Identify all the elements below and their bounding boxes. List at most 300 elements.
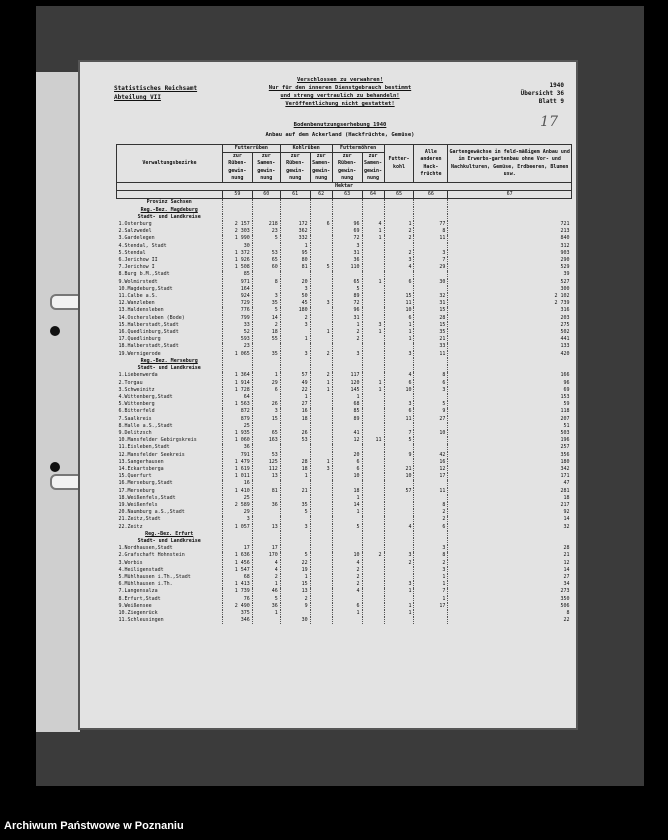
value-cell: 8	[414, 552, 448, 559]
value-cell: 8	[252, 279, 280, 286]
value-cell	[362, 243, 384, 250]
value-cell: 26	[280, 430, 310, 437]
value-cell	[362, 545, 384, 552]
value-cell	[310, 516, 332, 523]
value-cell: 6	[414, 380, 448, 387]
empty-cell	[332, 199, 362, 207]
district-name: 2.Torgau	[118, 379, 143, 386]
value-cell	[414, 480, 448, 487]
district-name: 4.Stendal, Stadt	[118, 242, 167, 249]
value-cell: 2	[332, 329, 362, 336]
value-cell	[362, 444, 384, 451]
empty-cell	[280, 207, 310, 214]
value-cell: 14	[252, 315, 280, 322]
district-name: 5.Wittenberg	[118, 401, 155, 408]
value-cell: 5	[252, 307, 280, 314]
section-row	[117, 538, 572, 545]
empty-cell	[362, 358, 384, 365]
value-cell: 529	[448, 264, 572, 271]
sub-header: zur Rüben-gewin-nung	[332, 153, 362, 183]
value-cell: 362	[280, 228, 310, 235]
table-row	[117, 509, 572, 516]
column-number: 59	[222, 191, 252, 199]
value-cell: 196	[448, 437, 572, 444]
value-cell	[362, 300, 384, 307]
value-cell	[384, 574, 414, 581]
value-cell: 59	[448, 401, 572, 408]
value-cell: 2	[332, 336, 362, 343]
value-cell	[310, 293, 332, 300]
value-cell: 1 456	[222, 560, 252, 567]
value-cell: 1 479	[222, 459, 252, 466]
value-cell: 55	[252, 336, 280, 343]
empty-cell	[384, 358, 414, 365]
value-cell	[362, 596, 384, 603]
value-cell: 721	[448, 221, 572, 228]
value-cell	[384, 286, 414, 293]
district-name: 16.Quedlinburg,Stadt	[118, 329, 179, 336]
empty-cell	[448, 214, 572, 221]
value-cell: 375	[222, 610, 252, 617]
value-cell: 2	[332, 567, 362, 574]
value-cell: 68	[332, 401, 362, 408]
value-cell: 57	[280, 372, 310, 379]
value-cell	[310, 322, 332, 329]
table-row	[117, 257, 572, 264]
table-row	[117, 315, 572, 322]
district-name: 13.Haldensleben	[118, 307, 164, 314]
value-cell	[332, 444, 362, 451]
value-cell	[362, 509, 384, 516]
district-name: 10.Magdeburg,Stadt	[118, 285, 173, 292]
value-cell	[310, 401, 332, 408]
value-cell: 3	[222, 516, 252, 523]
value-cell	[384, 271, 414, 278]
table-row	[117, 279, 572, 286]
value-cell: 17	[222, 545, 252, 552]
value-cell	[310, 343, 332, 350]
value-cell: 2 102	[448, 293, 572, 300]
value-cell	[252, 617, 280, 624]
value-cell: 53	[252, 250, 280, 257]
value-cell	[362, 495, 384, 502]
value-cell	[280, 495, 310, 502]
value-cell	[310, 271, 332, 278]
district-name: 8.Erfurt,Stadt	[118, 595, 161, 602]
value-cell: 2 739	[448, 300, 572, 307]
value-cell	[414, 444, 448, 451]
value-cell: 80	[280, 257, 310, 264]
empty-cell	[280, 365, 310, 372]
district-name: 20.Naumburg a.S.,Stadt	[118, 509, 185, 516]
district-name: 10.Ziegenrück	[118, 610, 158, 616]
value-cell	[252, 243, 280, 250]
table-row	[117, 480, 572, 487]
notice-line: Verschlossen zu verwahren!	[296, 77, 384, 83]
value-cell: 1	[384, 322, 414, 329]
table-row	[117, 560, 572, 567]
value-cell	[414, 423, 448, 430]
value-cell	[362, 343, 384, 350]
value-cell: 170	[252, 552, 280, 559]
value-cell: 19	[280, 567, 310, 574]
sheet-reference	[521, 82, 564, 106]
district-name: 18.Weißenfels,Stadt	[118, 494, 176, 501]
value-cell	[362, 408, 384, 415]
sub-header: zur Samen-gewin-nung	[364, 153, 383, 181]
value-cell	[280, 545, 310, 552]
value-cell	[414, 286, 448, 293]
value-cell: 5	[414, 401, 448, 408]
table-row	[117, 617, 572, 624]
section-row	[117, 358, 572, 365]
district-name: 9.Delitzsch	[118, 429, 152, 436]
value-cell	[384, 444, 414, 451]
value-cell: 2 490	[222, 603, 252, 610]
value-cell	[310, 423, 332, 430]
value-cell: 15	[384, 293, 414, 300]
empty-cell	[280, 358, 310, 365]
value-cell: 18	[332, 488, 362, 495]
value-cell: 1	[310, 329, 332, 336]
table-row	[117, 271, 572, 278]
district-name: 17.Merseburg	[118, 487, 155, 494]
table-row	[117, 221, 572, 228]
district-name: 7.Langensalza	[118, 588, 158, 595]
section-row	[117, 365, 572, 372]
value-cell	[310, 286, 332, 293]
value-cell: 1	[280, 473, 310, 480]
value-cell: 17	[252, 545, 280, 552]
value-cell: 6	[252, 387, 280, 394]
value-cell: 32	[448, 524, 572, 531]
value-cell	[310, 444, 332, 451]
value-cell: 49	[280, 380, 310, 387]
value-cell	[362, 401, 384, 408]
value-cell: 1 060	[222, 437, 252, 444]
empty-cell	[362, 531, 384, 538]
value-cell	[280, 343, 310, 350]
value-cell: 2	[384, 250, 414, 257]
table-row	[117, 387, 572, 394]
empty-cell	[222, 214, 252, 221]
value-cell: 51	[448, 423, 572, 430]
value-cell: 213	[448, 228, 572, 235]
section-row	[117, 531, 572, 538]
empty-cell	[310, 531, 332, 538]
value-cell: 21	[448, 552, 572, 559]
value-cell: 346	[222, 617, 252, 624]
value-cell: 20	[332, 452, 362, 459]
value-cell	[310, 502, 332, 509]
value-cell: 1 057	[222, 524, 252, 531]
value-cell	[384, 567, 414, 574]
value-cell	[252, 516, 280, 523]
survey-title: Bodenbenutzungserhebung 1940	[293, 122, 387, 128]
value-cell: 53	[280, 437, 310, 444]
district-name: 9.Weißensee	[118, 602, 152, 609]
value-cell	[384, 509, 414, 516]
value-cell: 6	[384, 315, 414, 322]
value-cell: 1	[332, 610, 362, 617]
value-cell: 10	[414, 430, 448, 437]
value-cell: 10	[332, 473, 362, 480]
value-cell: 1	[310, 387, 332, 394]
value-cell	[362, 307, 384, 314]
empty-cell	[280, 214, 310, 221]
value-cell: 5	[384, 437, 414, 444]
value-cell: 42	[414, 452, 448, 459]
value-cell	[310, 279, 332, 286]
value-cell: 3	[384, 552, 414, 559]
value-cell: 1	[362, 387, 384, 394]
empty-cell	[384, 199, 414, 207]
value-cell: 3	[332, 243, 362, 250]
value-cell: 30	[414, 279, 448, 286]
value-cell: 21	[280, 488, 310, 495]
value-cell	[362, 617, 384, 624]
value-cell: 312	[448, 243, 572, 250]
value-cell: 85	[332, 408, 362, 415]
value-cell	[362, 351, 384, 358]
value-cell: 332	[280, 235, 310, 242]
value-cell: 125	[252, 459, 280, 466]
value-cell: 840	[448, 235, 572, 242]
value-cell	[384, 516, 414, 523]
value-cell: 350	[448, 596, 572, 603]
value-cell: 1 410	[222, 488, 252, 495]
value-cell: 45	[280, 300, 310, 307]
value-cell: 3	[280, 524, 310, 531]
value-cell: 9	[414, 408, 448, 415]
value-cell: 27	[280, 401, 310, 408]
value-cell: 3	[414, 387, 448, 394]
value-cell	[362, 459, 384, 466]
value-cell: 25	[222, 423, 252, 430]
value-cell: 502	[448, 329, 572, 336]
table-row	[117, 264, 572, 271]
empty-cell	[384, 531, 414, 538]
table-row	[117, 343, 572, 350]
value-cell	[252, 480, 280, 487]
office-name: Statistisches Reichsamt	[114, 85, 198, 92]
value-cell: 791	[222, 452, 252, 459]
value-cell: 6	[332, 603, 362, 610]
value-cell	[310, 509, 332, 516]
other-root-crops-header: Alle anderen Hack-früchte	[414, 145, 448, 183]
value-cell	[310, 603, 332, 610]
value-cell	[310, 416, 332, 423]
district-name: 14.Eckartsberga	[118, 465, 164, 472]
table-row	[117, 437, 572, 444]
value-cell: 4	[384, 372, 414, 379]
value-cell	[310, 588, 332, 595]
sub-header: zur Rüben-gewin-nung	[222, 153, 252, 183]
value-cell	[362, 603, 384, 610]
notice-line: und streng vertraulich zu behandeln!	[280, 93, 400, 99]
table-row	[117, 423, 572, 430]
value-cell: 1	[332, 394, 362, 401]
value-cell: 1	[384, 610, 414, 617]
value-cell: 1	[280, 574, 310, 581]
value-cell: 2 157	[222, 221, 252, 228]
sub-header: zur Samen-gewin-nung	[312, 153, 331, 181]
confidentiality-notice	[230, 76, 450, 108]
value-cell: 16	[280, 408, 310, 415]
value-cell: 50	[280, 293, 310, 300]
empty-cell	[448, 358, 572, 365]
value-cell	[280, 610, 310, 617]
value-cell: 17	[414, 473, 448, 480]
empty-cell	[384, 207, 414, 214]
value-cell	[310, 243, 332, 250]
value-cell	[252, 509, 280, 516]
section-label: Stadt- und Landkreise	[137, 537, 201, 544]
handwritten-mark: 17	[540, 114, 558, 130]
empty-cell	[384, 214, 414, 221]
value-cell: 3	[384, 401, 414, 408]
value-cell: 23	[222, 343, 252, 350]
value-cell: 6	[384, 279, 414, 286]
value-cell	[362, 560, 384, 567]
value-cell: 28	[280, 459, 310, 466]
value-cell: 18	[280, 416, 310, 423]
value-cell: 10	[384, 473, 414, 480]
value-cell	[384, 502, 414, 509]
value-cell: 1	[362, 329, 384, 336]
value-cell: 21	[414, 336, 448, 343]
value-cell	[310, 545, 332, 552]
punch-hole	[50, 462, 60, 472]
value-cell: 729	[222, 300, 252, 307]
value-cell: 872	[222, 408, 252, 415]
value-cell	[362, 271, 384, 278]
value-cell: 1	[252, 581, 280, 588]
value-cell: 25	[222, 495, 252, 502]
value-cell: 1	[310, 459, 332, 466]
value-cell	[362, 416, 384, 423]
value-cell: 180	[448, 459, 572, 466]
value-cell: 31	[414, 300, 448, 307]
value-cell: 3	[252, 293, 280, 300]
section-label: Reg.-Bez. Magdeburg	[140, 206, 198, 213]
district-name: 15.Halberstadt,Stadt	[118, 321, 179, 328]
value-cell: 46	[252, 588, 280, 595]
value-cell: 1 364	[222, 372, 252, 379]
value-cell	[310, 250, 332, 257]
value-cell: 2	[384, 560, 414, 567]
value-cell	[414, 394, 448, 401]
value-cell: 89	[332, 416, 362, 423]
empty-cell	[332, 207, 362, 214]
value-cell: 506	[448, 603, 572, 610]
empty-cell	[252, 531, 280, 538]
value-cell: 31	[332, 250, 362, 257]
value-cell: 89	[332, 293, 362, 300]
value-cell: 53	[252, 452, 280, 459]
empty-cell	[222, 358, 252, 365]
value-cell	[362, 473, 384, 480]
sheet-number: Blatt 9	[538, 98, 564, 105]
table-row	[117, 250, 572, 257]
value-cell: 3	[384, 257, 414, 264]
value-cell: 145	[332, 387, 362, 394]
value-cell: 1	[332, 322, 362, 329]
value-cell: 8	[414, 228, 448, 235]
value-cell: 35	[252, 351, 280, 358]
empty-cell	[384, 365, 414, 372]
district-name: 10.Mansfelder Gebirgskreis	[118, 437, 197, 444]
empty-cell	[414, 538, 448, 545]
empty-cell	[310, 214, 332, 221]
column-number	[117, 191, 223, 199]
value-cell: 96	[448, 380, 572, 387]
value-cell: 18	[280, 466, 310, 473]
value-cell: 1	[414, 596, 448, 603]
district-name: 19.Wernigerode	[118, 350, 161, 357]
notice-line: Nur für den inneren Dienstgebrauch bestimmt	[268, 85, 412, 91]
value-cell	[332, 545, 362, 552]
value-cell: 69	[448, 387, 572, 394]
value-cell: 72	[332, 235, 362, 242]
value-cell: 10	[332, 552, 362, 559]
value-cell	[362, 257, 384, 264]
value-cell: 72	[332, 300, 362, 307]
empty-cell	[310, 207, 332, 214]
value-cell: 527	[448, 279, 572, 286]
value-cell: 7	[384, 430, 414, 437]
district-name: 6.Bitterfeld	[118, 408, 155, 415]
value-cell: 441	[448, 336, 572, 343]
value-cell: 20	[280, 279, 310, 286]
empty-cell	[384, 538, 414, 545]
value-cell: 1	[384, 221, 414, 228]
empty-cell	[332, 531, 362, 538]
value-cell: 14	[448, 567, 572, 574]
value-cell: 92	[448, 509, 572, 516]
district-name: 12.Wanzleben	[118, 300, 155, 307]
table-row	[117, 516, 572, 523]
value-cell	[414, 617, 448, 624]
value-cell: 2	[414, 509, 448, 516]
value-cell: 342	[448, 466, 572, 473]
value-cell: 22	[280, 387, 310, 394]
value-cell: 120	[332, 380, 362, 387]
value-cell: 11	[414, 235, 448, 242]
value-cell: 30	[280, 617, 310, 624]
value-cell: 5	[280, 552, 310, 559]
district-name: 17.Quedlinburg	[118, 336, 161, 343]
empty-cell	[280, 531, 310, 538]
value-cell	[384, 545, 414, 552]
district-name: 11.Eisleben,Stadt	[118, 444, 170, 451]
value-cell: 281	[448, 488, 572, 495]
empty-cell	[362, 365, 384, 372]
empty-cell	[414, 214, 448, 221]
value-cell: 1 935	[222, 430, 252, 437]
value-cell: 3	[280, 286, 310, 293]
value-cell: 68	[222, 574, 252, 581]
value-cell: 36	[252, 603, 280, 610]
value-cell: 1 728	[222, 387, 252, 394]
value-cell: 15	[252, 416, 280, 423]
value-cell: 10	[384, 307, 414, 314]
empty-cell	[222, 365, 252, 372]
value-cell: 27	[414, 416, 448, 423]
notice-line: Veröffentlichung nicht gestattet!	[285, 101, 395, 107]
value-cell	[384, 596, 414, 603]
value-cell: 96	[332, 307, 362, 314]
